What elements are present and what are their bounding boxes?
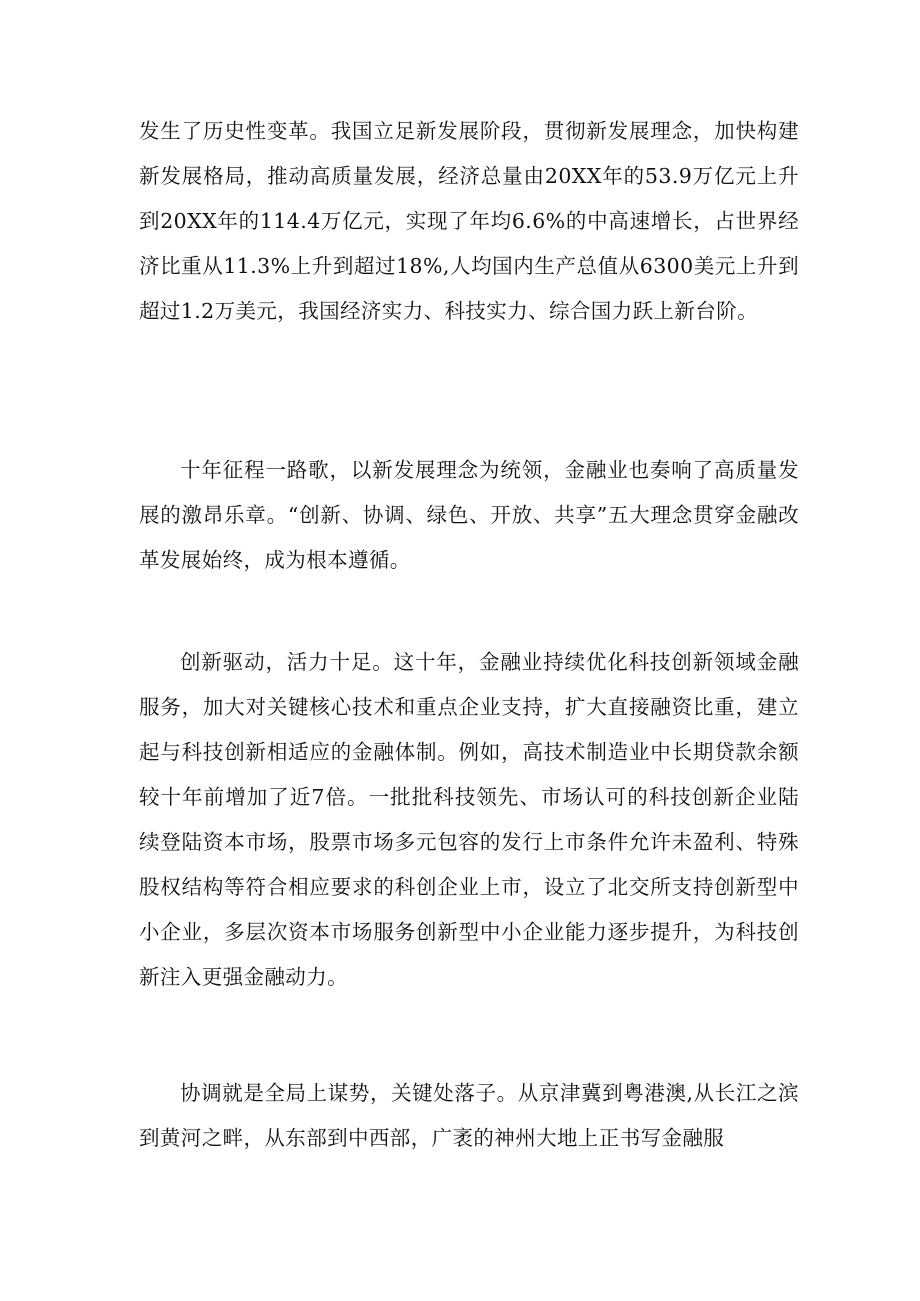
paragraph-economic-development: 发生了历史性变革。我国立足新发展阶段，贯彻新发展理念，加快构建新发展格局，推动高质量发展，经济总量由20XX年的53.9万亿元上升到20XX年的114.4万亿元，实现了年均6.6%的中高速增长，占世界经济比重从11.3%上升到超过18%,人均国内生产总值从6300美元上升到超过1.2万美元，我国经济实力、科技实力、综合国力跃上新台阶。: [139, 119, 799, 323]
paragraph-new-development-concept: 十年征程一路歌，以新发展理念为统领，金融业也奏响了高质量发展的激昂乐章。“创新、协调、绿色、开放、共享”五大理念贯穿金融改革发展始终，成为根本遵循。: [139, 458, 799, 572]
paragraph-innovation-driven: 创新驱动，活力十足。这十年，金融业持续优化科技创新领域金融服务，加大对关键核心技术和重点企业支持，扩大直接融资比重，建立起与科技创新相适应的金融体制。例如，高技术制造业中长期贷款余额较十年前增加了近7倍。一批批科技领先、市场认可的科技创新企业陆续登陆资本市场，股票市场多元包容的发行上市条件允许未盈利、特殊股权结构等符合相应要求的科创企业上市，设立了北交所支持创新型中小企业，多层次资本市场服务创新型中小企业能力逐步提升，为科技创新注入更强金融动力。: [139, 650, 799, 989]
paragraph-coordination: 协调就是全局上谋势，关键处落子。从京津冀到粤港澳,从长江之滨到黄河之畔，从东部到中西部，广袤的神州大地上正书写金融服: [139, 1081, 799, 1150]
